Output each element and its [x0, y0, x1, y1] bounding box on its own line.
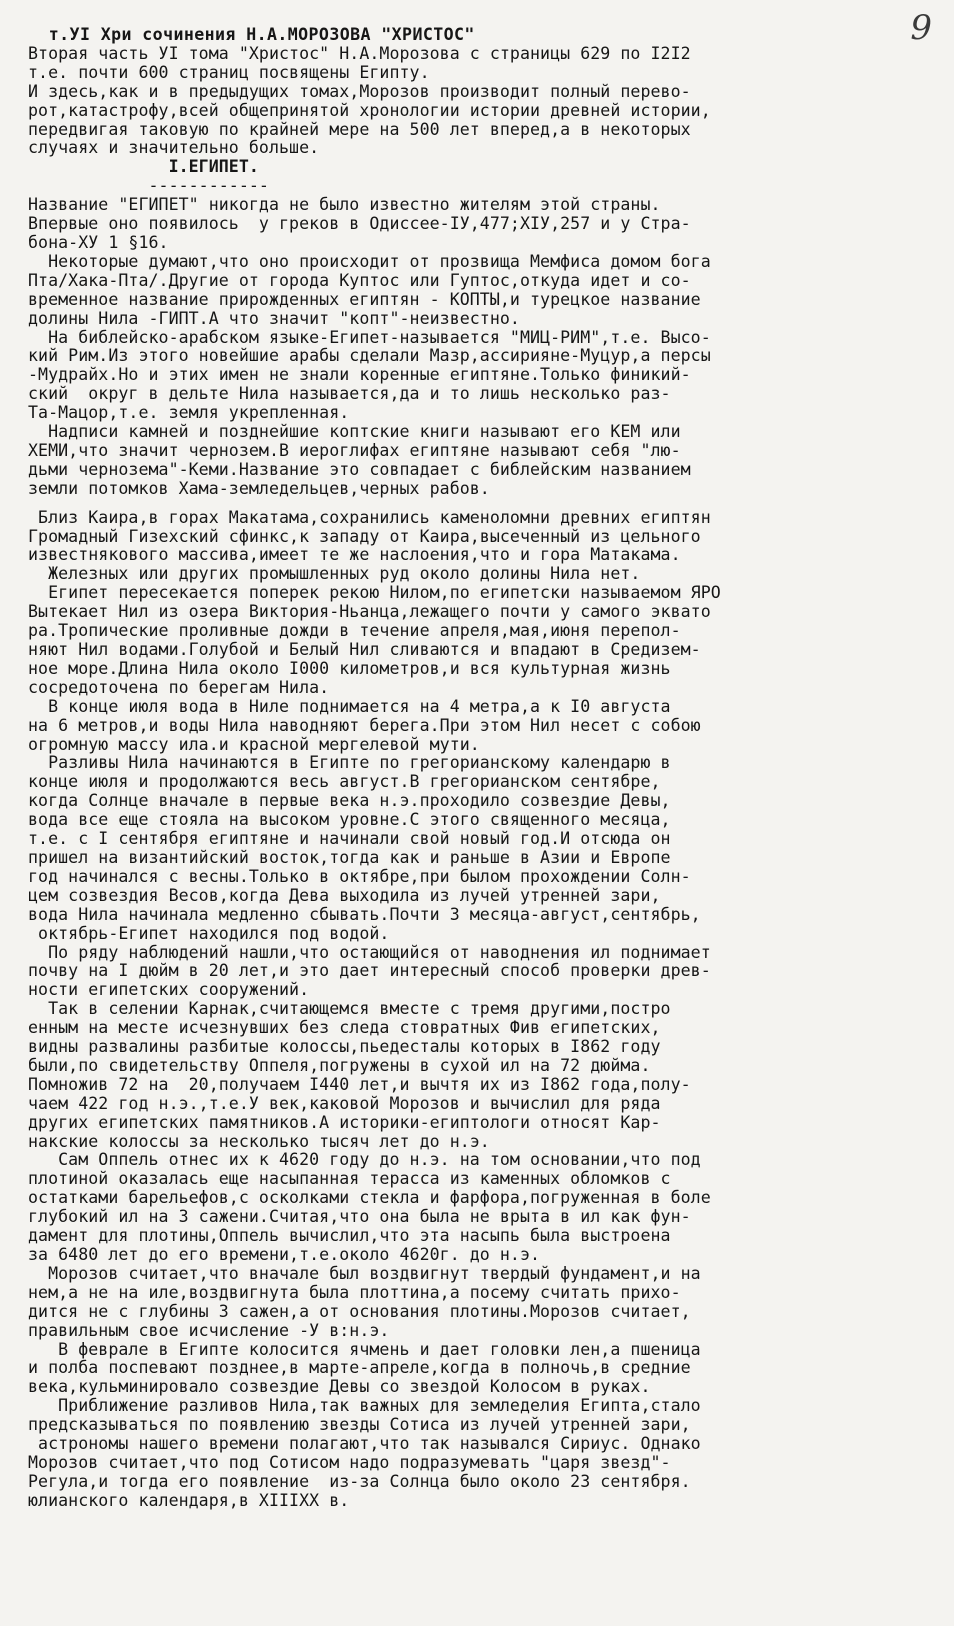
text-line: няют Нил водами.Голубой и Белый Нил сливаются и впадают в Средизем-	[28, 640, 701, 659]
text-line: Громадный Гизехский сфинкс,к западу от Каира,высеченный из цельного	[28, 526, 701, 546]
text-line: плотиной оказалась еще насыпанная терасса из каменных обломков с	[28, 1169, 671, 1189]
text-line: других египетских памятников.А историки-египтологи относят Кар-	[28, 1112, 661, 1132]
text-line: ное море.Длина Нила около I000 километров,и вся культурная жизнь	[28, 658, 671, 678]
text-line: Впервые оно появилось у греков в Одиссее-IУ,477;ХIУ,257 и у Стра-	[28, 214, 691, 234]
text-line: пришел на византийский восток,тогда как и раньше в Азии и Европе	[28, 847, 671, 867]
text-line: дамент для плотины,Оппель вычислил,что эта насыпь была выстроена	[28, 1226, 671, 1246]
text-line: год начинался с весны.Только в октябре,при былом прохождении Солн-	[28, 866, 691, 886]
text-line: и полба поспевают позднее,в марте-апреле,когда в полночь,в средние	[28, 1358, 691, 1378]
text-line: рот,катастрофу,всей общепринятой хронологии истории древней истории,	[28, 100, 711, 120]
text-line: кий Рим.Из этого новейшие арабы сделали Мазр,ассирияне-Муцур,а персы	[28, 346, 711, 366]
text-line: предсказываться по появлению звезды Сотиса из лучей утренней зари,	[28, 1415, 691, 1435]
text-line: ский округ в дельте Нила называется,да и то лишь несколько раз-	[28, 384, 671, 404]
text-line: вода Нила начинала медленно сбывать.Почти 3 месяца-август,сентябрь,	[28, 904, 701, 924]
typewritten-text	[28, 26, 932, 1511]
text-line: передвигая таковую по крайней мере на 500 лет вперед,а в некоторых	[28, 119, 691, 139]
text-line: века,кульминировало созвездие Девы со звездой Колосом в руках.	[28, 1377, 651, 1397]
text-line: правильным свое исчисление -У в:н.э.	[28, 1320, 390, 1340]
text-line: дится не с глубины 3 сажен,а от основания плотины.Морозов считает,	[28, 1301, 691, 1321]
text-line: остатками барельефов,с осколками стекла и фарфора,погруженная в боле	[28, 1188, 711, 1208]
text-line: Близ Каира,в горах Макатама,сохранились каменоломни древних египтян	[28, 507, 711, 527]
page-number: 9	[910, 8, 932, 48]
text-line: И здесь,как и в предыдущих томах,Морозов производит полный перево-	[28, 81, 691, 101]
text-line: когда Солнце вначале в первые века н.э.проходило созвездие Девы,	[28, 791, 671, 811]
text-line: Регула,и тогда его появление из-за Солнца было около 23 сентября.	[28, 1471, 691, 1491]
text-line: т.е. почти 600 страниц посвящены Египту.	[28, 62, 430, 82]
text-line: В феврале в Египте колосится ячмень и дает головки лен,а пшеница	[28, 1339, 701, 1359]
text-line: Пта/Хака-Пта/.Другие от города Куптос или Гуптос,откуда идет и со-	[28, 270, 691, 290]
text-line: ра.Тропические проливные дожди в течение апреля,мая,июня перепол-	[28, 621, 681, 641]
text-line: вода все еще стояла на высоком уровне.С этого священного месяца,	[28, 810, 671, 830]
text-line: Вытекает Нил из озера Виктория-Ньанца,лежащего почти у самого эквато	[28, 602, 711, 622]
text-line: ности египетских сооружений.	[28, 980, 310, 1000]
text-line: В конце июля вода в Ниле поднимается на 4 метра,а к I0 августа	[28, 696, 671, 716]
text-line: цем созвездия Весов,когда Дева выходила из лучей утренней зари,	[28, 885, 661, 905]
text-line: Морозов считает,что вначале был воздвигнут твердый фундамент,и на	[28, 1263, 701, 1283]
text-line: Та-Мацор,т.е. земля укрепленная.	[28, 403, 350, 423]
text-line: земли потомков Хама-земледельцев,черных рабов.	[28, 478, 490, 498]
text-line: дьми чернозема"-Кеми.Название это совпадает с библейским названием	[28, 459, 691, 479]
text-line: почву на I дюйм в 20 лет,и это дает интересный способ проверки древ-	[28, 961, 711, 981]
text-line: Железных или других промышленных руд около долины Нила нет.	[28, 564, 641, 584]
text-line: долины Нила -ГИПТ.А что значит "копт"-неизвестно.	[28, 308, 520, 328]
text-line: видны развалины разбитые колоссы,пьедесталы которых в I862 году	[28, 1037, 661, 1057]
text-line: глубокий ил на 3 сажени.Считая,что она была не врыта в ил как фун-	[28, 1207, 691, 1227]
document-title: т.УI Хри сочинения Н.А.МОРОЗОВА "ХРИСТОС"	[28, 25, 475, 44]
text-line: чаем 422 год н.э.,т.е.У век,каковой Морозов и вычислил для ряда	[28, 1093, 661, 1113]
text-line: Сам Оппель отнес их к 4620 году до н.э. на том основании,что под	[28, 1150, 701, 1170]
text-line: нем,а не на иле,воздвигнута была плоттина,а посему считать прихо-	[28, 1282, 681, 1302]
text-line: за 6480 лет до его времени,т.е.около 4620г. до н.э.	[28, 1245, 541, 1264]
text-line: Помножив 72 на 20,получаем I440 лет,и вычтя их из I862 года,полу-	[28, 1074, 691, 1094]
text-line: Разливы Нила начинаются в Египте по грегорианскому календарю в	[28, 753, 671, 773]
text-line: на 6 метров,и воды Нила наводняют берега.При этом Нил несет с собою	[28, 715, 701, 735]
text-line: случаях и значительно больше.	[28, 138, 320, 158]
text-line: Надписи камней и позднейшие коптские книги называют его КЕМ или	[28, 422, 681, 442]
text-line: конце июля и продолжаются весь август.В грегорианском сентябре,	[28, 772, 661, 792]
text-line: астрономы нашего времени полагают,что так назывался Сириус. Однако	[28, 1434, 701, 1454]
text-line: По ряду наблюдений нашли,что остающийся от наводнения ил поднимает	[28, 942, 711, 962]
text-line: Египет пересекается поперек рекою Нилом,по египетски называемом ЯРО	[28, 583, 721, 603]
text-line: енным на месте исчезнувших без следа стовратных Фив египетских,	[28, 1018, 661, 1038]
text-line: Так в селении Карнак,считающемся вместе с тремя другими,постро	[28, 999, 671, 1019]
text-line: временное название прирожденных египтян - КОПТЫ,и турецкое название	[28, 289, 701, 309]
text-line: Некоторые думают,что оно происходит от прозвища Мемфиса домом бога	[28, 251, 711, 271]
text-line: сосредоточена по берегам Нила.	[28, 677, 330, 697]
text-line: Морозов считает,что под Сотисом надо подразумевать "царя звезд"-	[28, 1452, 671, 1472]
text-line: ------------	[28, 176, 269, 196]
text-line: были,по свидетельству Оппеля,погружены в сухой ил на 72 дюйма.	[28, 1055, 651, 1075]
text-line: октябрь-Египет находился под водой.	[28, 923, 390, 943]
text-line: т.е. с I сентября египтяне и начинали свой новый год.И отсюда он	[28, 829, 671, 849]
text-line: Название "ЕГИПЕТ" никогда не было известно жителям этой страны.	[28, 195, 661, 215]
text-line: ХЕМИ,что значит чернозем.В иероглифах египтяне называют себя "лю-	[28, 440, 681, 460]
section-heading: I.ЕГИПЕТ.	[28, 157, 259, 177]
text-line: огромную массу ила.и красной мергелевой мути.	[28, 734, 480, 754]
text-line: известнякового массива,имеет те же наслоения,что и гора Матакама.	[28, 545, 681, 565]
text-line: Приближение разливов Нила,так важных для земледелия Египта,стало	[28, 1396, 701, 1416]
text-line: -Мудрайх.Но и этих имен не знали коренные египтяне.Только финикий-	[28, 365, 691, 385]
text-line: накские колоссы за несколько тысяч лет до н.э.	[28, 1131, 490, 1151]
text-line: юлианского календаря,в ХIIIХХ в.	[28, 1490, 350, 1510]
text-line: На библейско-арабском языке-Египет-называется "МИЦ-РИМ",т.е. Высо-	[28, 327, 711, 347]
text-line: Вторая часть УI тома "Христос" Н.А.Морозова с страницы 629 по I2I2	[28, 43, 691, 63]
text-line: бона-ХУ 1 §16.	[28, 232, 169, 252]
document-body	[28, 45, 932, 1511]
